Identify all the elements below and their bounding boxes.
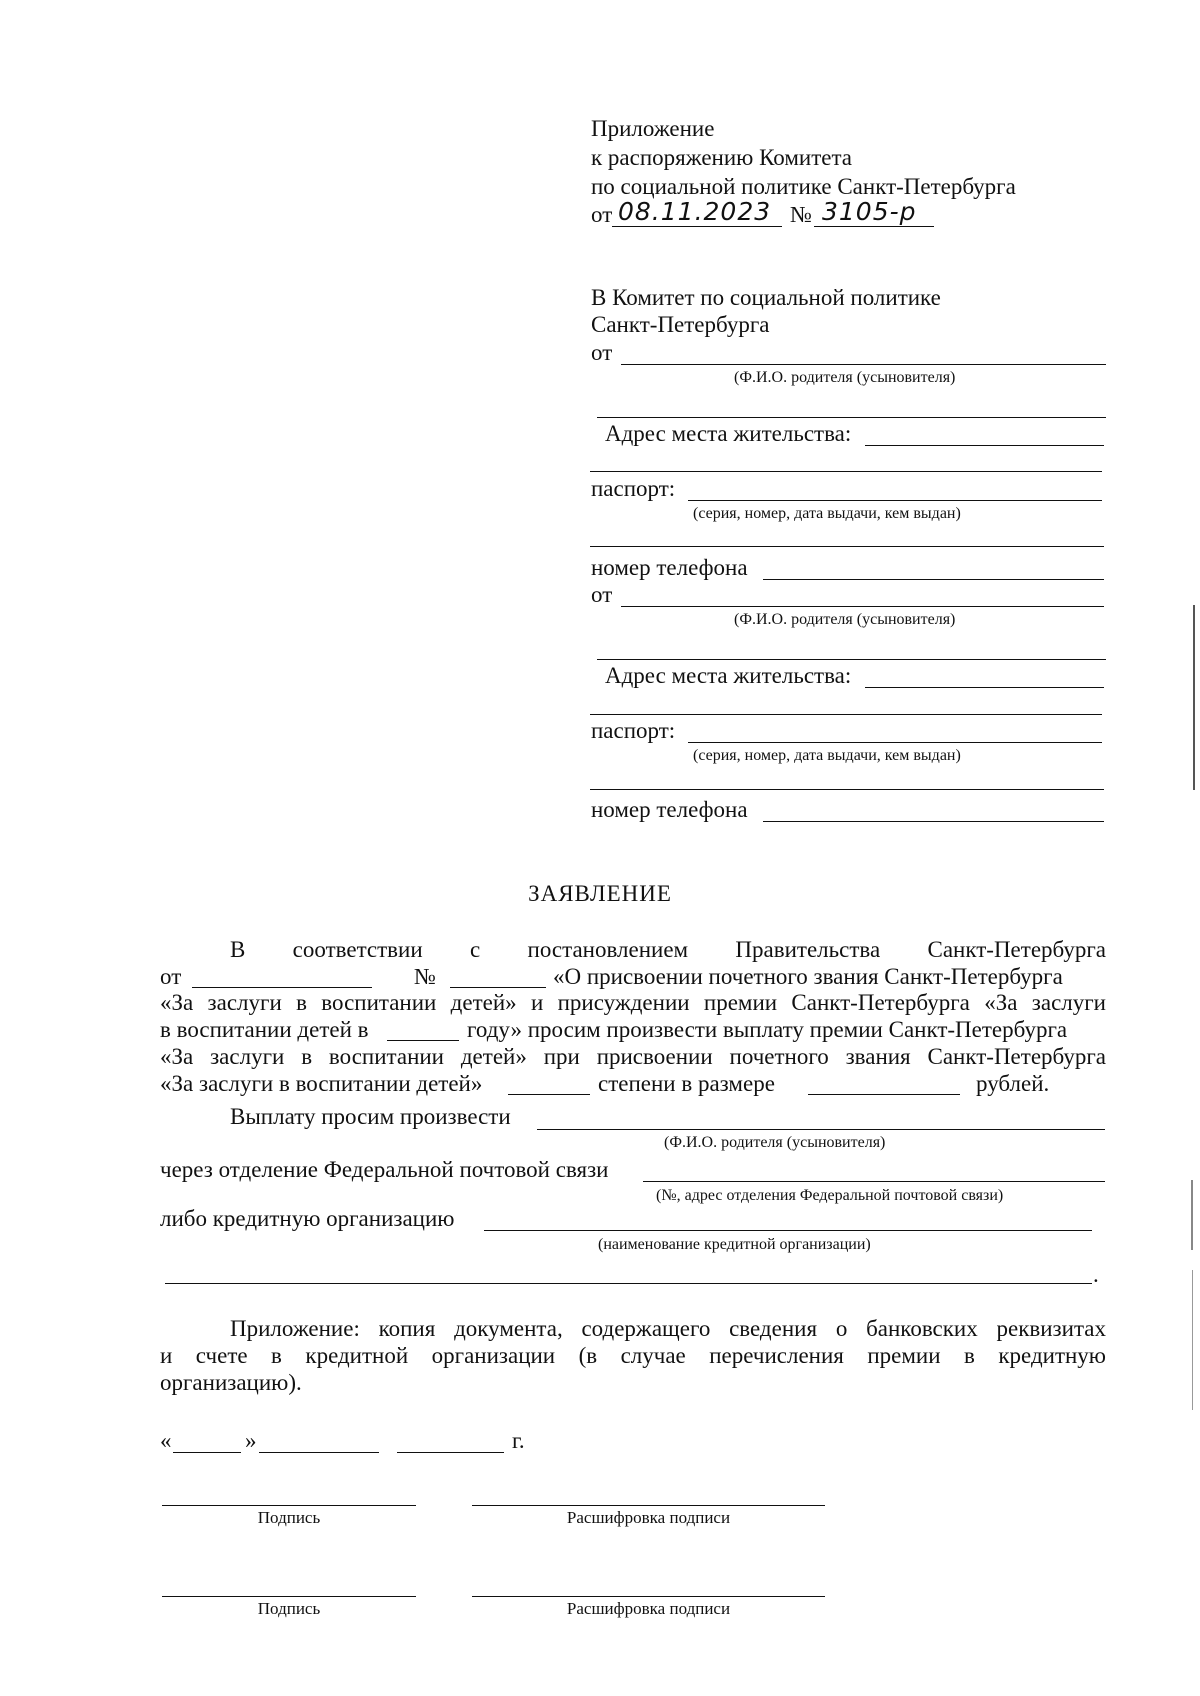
applicant-2-passport-field[interactable]	[688, 742, 1102, 743]
handwritten-date: 08.11.2023	[618, 197, 772, 226]
header-line-3: по социальной политике Санкт-Петербурга	[591, 174, 1016, 199]
signature-2-decode-label: Расшифровка подписи	[566, 1599, 731, 1618]
body-line-4-b: году» просим произвести выплату премии Санкт-Петербурга	[467, 1017, 1068, 1042]
signature-2-field[interactable]	[162, 1596, 416, 1597]
degree-field[interactable]	[508, 1094, 590, 1095]
addressee-line-2: Санкт-Петербурга	[591, 312, 770, 337]
applicant-1-fio-field-2[interactable]	[597, 417, 1106, 418]
applicant-1-passport-field-2[interactable]	[590, 546, 1104, 547]
decree-date-field[interactable]	[192, 987, 372, 988]
payment-label: Выплату просим произвести	[230, 1104, 511, 1129]
signature-1-decode-field[interactable]	[472, 1505, 825, 1506]
body-line-1: В соответствии с постановлением Правительства Санкт-Петербурга	[230, 937, 1106, 962]
applicant-2-passport-label: паспорт:	[591, 718, 676, 743]
applicant-2-fio-field-2[interactable]	[597, 659, 1106, 660]
bank-hint: (наименование кредитной организации)	[598, 1236, 871, 1253]
applicant-2-fio-hint: (Ф.И.О. родителя (усыновителя)	[734, 611, 956, 628]
bank-field[interactable]	[484, 1230, 1092, 1231]
signature-1-decode-label: Расшифровка подписи	[566, 1508, 731, 1527]
scan-edge-mark-1	[1193, 605, 1195, 790]
body-line-6-c: рублей.	[976, 1071, 1050, 1096]
date-close-quote: »	[245, 1428, 257, 1453]
post-hint: (№, адрес отделения Федеральной почтовой связи)	[656, 1187, 1004, 1204]
header-from-label: от	[591, 202, 613, 227]
body-line-6-b: степени в размере	[598, 1071, 775, 1096]
amount-field[interactable]	[808, 1094, 960, 1095]
applicant-2-from-label: от	[591, 582, 613, 607]
date-underline	[612, 226, 782, 227]
applicant-1-address-field[interactable]	[865, 445, 1104, 446]
applicant-1-phone-label: номер телефона	[591, 555, 748, 580]
applicant-1-phone-field[interactable]	[763, 579, 1104, 580]
applicant-1-passport-hint: (серия, номер, дата выдачи, кем выдан)	[693, 505, 961, 522]
date-year-suffix: г.	[512, 1428, 525, 1453]
scan-edge-mark-2	[1191, 1180, 1193, 1250]
document-title: ЗАЯВЛЕНИЕ	[528, 881, 672, 906]
payment-hint: (Ф.И.О. родителя (усыновителя)	[664, 1134, 886, 1151]
applicant-2-phone-label: номер телефона	[591, 797, 748, 822]
header-line-2: к распоряжению Комитета	[591, 145, 852, 170]
decree-number-field[interactable]	[450, 987, 546, 988]
body-line-3: «За заслуги в воспитании детей» и присуждении премии Санкт-Петербурга «За заслуги	[160, 990, 1106, 1015]
year-field[interactable]	[387, 1040, 459, 1041]
year-date-field[interactable]	[397, 1452, 504, 1453]
signature-2-label: Подпись	[257, 1599, 321, 1618]
applicant-2-passport-hint: (серия, номер, дата выдачи, кем выдан)	[693, 747, 961, 764]
body-line-2-from: от	[160, 964, 182, 989]
attachment-line-1: Приложение: копия документа, содержащего сведения о банковских реквизитах	[230, 1316, 1106, 1341]
day-field[interactable]	[173, 1452, 241, 1453]
handwritten-number: 3105-р	[822, 197, 917, 226]
number-underline	[814, 226, 934, 227]
signature-2-decode-field[interactable]	[472, 1596, 825, 1597]
signature-1-field[interactable]	[162, 1505, 416, 1506]
bank-field-2[interactable]	[165, 1283, 1092, 1284]
applicant-1-passport-label: паспорт:	[591, 476, 676, 501]
month-field[interactable]	[259, 1452, 379, 1453]
body-line-2-number-label: №	[414, 964, 436, 989]
applicant-1-fio-hint: (Ф.И.О. родителя (усыновителя)	[734, 369, 956, 386]
applicant-1-fio-field[interactable]	[621, 364, 1106, 365]
applicant-2-address-field[interactable]	[865, 687, 1104, 688]
bank-label: либо кредитную организацию	[160, 1206, 455, 1231]
applicant-1-address-field-2[interactable]	[590, 471, 1102, 472]
applicant-1-from-label: от	[591, 340, 613, 365]
attachment-line-3: организацию).	[160, 1370, 302, 1395]
header-number-label: №	[790, 202, 812, 227]
post-label: через отделение Федеральной почтовой связи	[160, 1157, 609, 1182]
applicant-2-address-label: Адрес места жительства:	[605, 663, 852, 688]
attachment-line-2: и счете в кредитной организации (в случае перечисления премии в кредитную	[160, 1343, 1106, 1368]
payment-recipient-field[interactable]	[537, 1129, 1105, 1130]
addressee-line-1: В Комитет по социальной политике	[591, 285, 941, 310]
applicant-2-phone-field[interactable]	[763, 821, 1104, 822]
date-open-quote: «	[160, 1428, 172, 1453]
body-line-6-a: «За заслуги в воспитании детей»	[160, 1071, 483, 1096]
applicant-2-passport-field-2[interactable]	[590, 789, 1104, 790]
scan-edge-mark-3	[1192, 1270, 1193, 1410]
post-office-field[interactable]	[643, 1181, 1105, 1182]
body-line-2-rest: «О присвоении почетного звания Санкт-Петербурга	[553, 964, 1063, 989]
trailing-dot: .	[1093, 1262, 1099, 1287]
body-line-5: «За заслуги в воспитании детей» при присвоении почетного звания Санкт-Петербурга	[160, 1044, 1106, 1069]
applicant-2-fio-field[interactable]	[621, 606, 1104, 607]
signature-1-label: Подпись	[257, 1508, 321, 1527]
header-line-1: Приложение	[591, 116, 715, 141]
applicant-1-address-label: Адрес места жительства:	[605, 421, 852, 446]
body-line-4-a: в воспитании детей в	[160, 1017, 369, 1042]
applicant-2-address-field-2[interactable]	[590, 714, 1102, 715]
applicant-1-passport-field[interactable]	[688, 500, 1102, 501]
